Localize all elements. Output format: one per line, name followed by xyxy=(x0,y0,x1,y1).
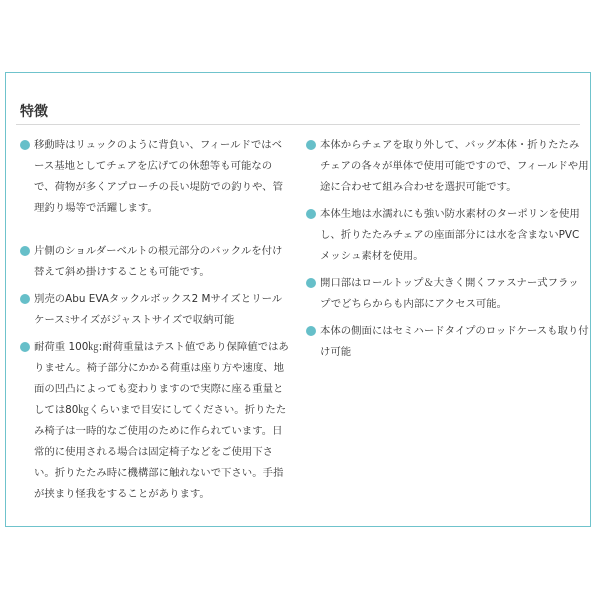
bullet-icon xyxy=(306,209,316,219)
features-left-column xyxy=(20,135,292,508)
title-divider xyxy=(16,124,580,125)
bullet-icon xyxy=(306,326,316,336)
feature-text: 別売のAbu EVAタックルボックス2 Mサイズとリールケースﾐサイズがジャストサイズで収納可能 xyxy=(34,293,283,326)
bullet-icon xyxy=(20,140,30,150)
feature-text: 本体からチェアを取り外して、バッグ本体・折りたたみチェアの各々が単体で使用可能ですので、フィールドや用途に合わせて組み合わせを選択可能です。 xyxy=(320,139,589,193)
features-right-column xyxy=(306,135,589,366)
feature-text: 本体生地は水濡れにも強い防水素材のターポリンを使用し、折りたたみチェアの座面部分には水を含まないPVCメッシュ素材を使用。 xyxy=(320,208,580,262)
feature-item xyxy=(20,135,292,219)
feature-item xyxy=(20,289,292,331)
bullet-icon xyxy=(306,140,316,150)
features-panel xyxy=(5,72,591,527)
bullet-icon xyxy=(20,246,30,256)
feature-text: 移動時はリュックのように背負い、フィールドではベース基地としてチェアを広げての休憩等も可能なので、荷物が多くアプローチの長い堤防での釣りや、管理釣り場等で活躍します。 xyxy=(34,139,283,214)
feature-text: 耐荷重 100㎏:耐荷重量はテスト値であり保障値ではありません。椅子部分にかかる荷重は座り方や速度、地面の凹凸によっても変わりますので実際に座る重量としては80㎏くらいまで目安にしてください。折りたたみ椅子は一時的なご使用のために作られています。日常的に使用される場合は固定椅子などをご使用下さい。折りたたみ時に機構部に触れないで下さい。手指が挟まり怪我をすることがあります。 xyxy=(34,341,289,500)
feature-text: 開口部はロールトップ＆大きく開くファスナー式フラップでどちらからも内部にアクセス可能。 xyxy=(320,277,579,310)
feature-item xyxy=(306,204,589,267)
feature-item xyxy=(20,241,292,283)
feature-item xyxy=(306,135,589,198)
bullet-icon xyxy=(20,342,30,352)
feature-text: 片側のショルダーベルトの根元部分のバックルを付け替えて斜め掛けすることも可能です。 xyxy=(34,245,283,278)
feature-item xyxy=(306,273,589,315)
bullet-icon xyxy=(306,278,316,288)
feature-item xyxy=(20,337,292,505)
feature-item xyxy=(306,321,589,363)
section-title: 特徴 xyxy=(20,104,48,120)
feature-text: 本体の側面にはセミハードタイプのロッドケースも取り付け可能 xyxy=(320,325,589,358)
bullet-icon xyxy=(20,294,30,304)
